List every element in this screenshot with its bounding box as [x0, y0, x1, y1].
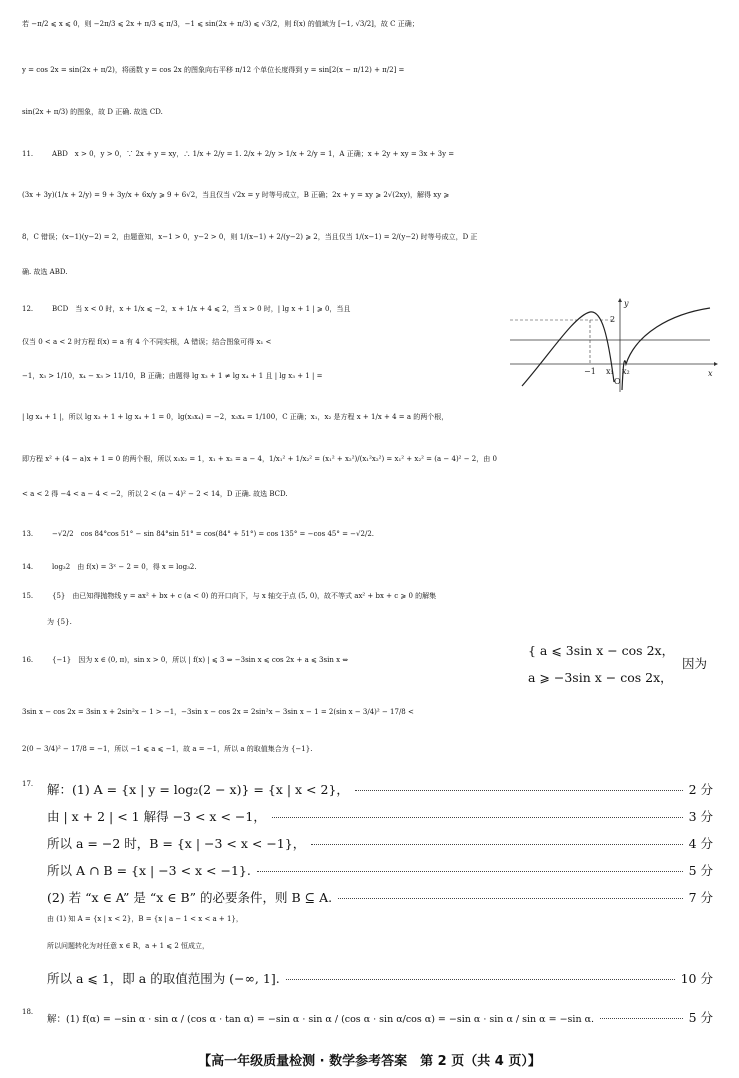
q12-number: 12. — [22, 305, 34, 313]
q17-last-text: 所以 a ⩽ 1，即 a 的取值范围为 (−∞, 1]. — [47, 971, 280, 986]
q16-number: 16. — [22, 656, 34, 664]
q17-plain-1: 由 (1) 知 A = {x | x < 2}，B = {x | a − 1 < x < a + 1}， — [47, 915, 243, 923]
leader-dots — [600, 1018, 683, 1019]
q16-line-2: 3sin x − cos 2x = 3sin x + 2sin²x − 1 > −1，−3sin x − cos 2x = 2sin²x − 3sin x − 1 = 2(sin x − 3/4)² − 17/8 < — [22, 708, 414, 716]
left-curve — [522, 312, 614, 386]
q18-row — [47, 1008, 713, 1026]
q17-row-1-text: 解：(1) A = {x | y = log₂(2 − x)} = {x | x < 2}， — [47, 782, 349, 797]
leader-dots — [355, 790, 683, 791]
q11-line-3: 8，C 错误；(x−1)(y−2) = 2，由题意知，x−1 > 0，y−2 > 0，则 1/(x−1) + 2/(y−2) ⩾ 2，当且仅当 1/(x−1) = 2/(y−2) 时等号成立，D 正 — [22, 233, 478, 241]
q11-number: 11. — [22, 150, 34, 158]
q12-line-3: −1，x₃ > 1/10，x₄ − x₃ > 11/10，B 正确；由题得 lg x₃ + 1 ≠ lg x₄ + 1 且 | lg x₃ + 1 | = — [22, 372, 323, 380]
tick-x1: x₁ — [606, 367, 614, 376]
q17-row-4 — [47, 861, 713, 879]
page-footer: 【高一年级质量检测 · 数学参考答案 第 2 页（共 4 页）】 — [198, 1054, 541, 1069]
y-axis-arrow — [618, 298, 622, 302]
q10-line-1: 若 −π/2 ⩽ x ⩽ 0，则 −2π/3 ⩽ 2x + π/3 ⩽ π/3，−1 ⩽ sin(2x + π/3) ⩽ √3/2，则 f(x) 的值域为 [−1, √3/2]，故 C 正确； — [22, 20, 419, 28]
q17-row-2-score: 3 分 — [688, 809, 713, 824]
tick-origin: O — [614, 377, 621, 386]
right-curve — [622, 308, 710, 390]
q11-line-2: (3x + 3y)(1/x + 2/y) = 9 + 3y/x + 6x/y ⩾ 9 + 6√2，当且仅当 √2x = y 时等号成立，B 正确；2x + y = xy ⩾ 2√(2xy)，解得 xy ⩾ — [22, 191, 450, 199]
q17-row-4-score: 5 分 — [688, 863, 713, 878]
q17-row-5-text: (2) 若 “x ∈ A” 是 “x ∈ B” 的必要条件，则 B ⊆ A. — [47, 890, 333, 905]
q18-number: 18. — [22, 1008, 34, 1016]
leader-dots — [311, 844, 682, 845]
q17-row-5 — [47, 888, 713, 906]
q16-text-1: {−1} 因为 x ∈ (0, π)，sin x > 0，所以 | f(x) | ⩽ 3 ⇔ −3sin x ⩽ cos 2x + a ⩽ 3sin x ⇔ — [52, 656, 349, 664]
q18-score: 5 分 — [688, 1010, 713, 1025]
q17-row-2-text: 由 | x + 2 | < 1 解得 −3 < x < −1， — [47, 809, 266, 824]
q14-text: log₃2 由 f(x) = 3ˣ − 2 = 0，得 x = log₃2. — [52, 563, 197, 571]
tick-neg1: −1 — [584, 367, 596, 376]
q12-line-4: | lg x₄ + 1 |，所以 lg x₃ + 1 + lg x₄ + 1 = 0，lg(x₃x₄) = −2，x₃x₄ = 1/100，C 正确；x₁，x₂ 是方程 x + 1/x + 4 = a 的两个根， — [22, 413, 449, 421]
q13-number: 13. — [22, 530, 34, 538]
q10-line-2: y = cos 2x = sin(2x + π/2)，将函数 y = cos 2x 的图象向右平移 π/12 个单位长度得到 y = sin[2(x − π/12) + π/2] = — [22, 66, 405, 74]
q16-line-3: 2(0 − 3/4)² − 17/8 = −1，所以 −1 ⩽ a ⩽ −1，故 a = −1，所以 a 的取值集合为 {−1}. — [22, 745, 313, 753]
q15-text-1: {5} 由已知得抛物线 y = ax² + bx + c (a < 0) 的开口向下，与 x 轴交于点 (5, 0)，故不等式 ax² + bx + c ⩾ 0 的解集 — [52, 592, 437, 600]
q10-line-3: sin(2x + π/3) 的图象，故 D 正确. 故选 CD. — [22, 108, 163, 116]
q17-row-5-score: 7 分 — [688, 890, 713, 905]
x-axis-label: x — [708, 369, 713, 378]
q15-number: 15. — [22, 592, 34, 600]
q12-text-1: BCD 当 x < 0 时，x + 1/x ⩽ −2，x + 1/x + 4 ⩽ 2，当 x > 0 时，| lg x + 1 | ⩾ 0，当且 — [52, 305, 351, 313]
q17-last-score: 10 分 — [680, 971, 713, 986]
q13-line — [0, 530, 739, 538]
tick-2: 2 — [610, 315, 616, 324]
leader-dots — [286, 979, 675, 980]
q15-line-1 — [0, 592, 739, 600]
q15-line-2: 为 {5}. — [47, 618, 72, 626]
leader-dots — [338, 898, 682, 899]
q16-because: 因为 — [682, 656, 708, 671]
q17-row-3-text: 所以 a = −2 时，B = {x | −3 < x < −1}， — [47, 836, 306, 851]
q17-number: 17. — [22, 780, 34, 788]
q11-line-4: 确. 故选 ABD. — [22, 268, 68, 276]
leader-dots — [257, 871, 683, 872]
q16-system-upper: { a ⩽ 3sin x − cos 2x， — [528, 643, 675, 658]
q18-text: 解：(1) f(α) = −sin α · sin α / (cos α · tan α) = −sin α · sin α / (cos α · sin α/cos α) = −sin α · sin α / sin α = −sin α. — [47, 1014, 595, 1025]
q14-number: 14. — [22, 563, 34, 571]
q17-row-1-score: 2 分 — [688, 782, 713, 797]
q11-line-1 — [0, 150, 739, 158]
q12-line-6: < a < 2 得 −4 < a − 4 < −2，所以 2 < (a − 4)² − 2 < 14，D 正确. 故选 BCD. — [22, 490, 288, 498]
q17-row-4-text: 所以 A ∩ B = {x | −3 < x < −1}. — [47, 863, 251, 878]
q13-text: −√2/2 cos 84°cos 51° − sin 84°sin 51° = cos(84° + 51°) = cos 135° = −cos 45° = −√2/2. — [52, 530, 375, 538]
q16-system-lower: a ⩾ −3sin x − cos 2x， — [528, 670, 673, 685]
q11-text-1: ABD x > 0，y > 0，∵ 2x + y = xy，∴ 1/x + 2/y = 1. 2/x + 2/y > 1/x + 2/y = 1，A 正确；x + 2y + xy = 3x + 3y = — [52, 150, 455, 158]
q17-row-last — [47, 969, 713, 987]
q12-line-2: 仅当 0 < a < 2 时方程 f(x) = a 有 4 个不同实根，A 错误；结合图象可得 x₁ < — [22, 338, 272, 346]
y-axis-label: y — [624, 299, 629, 308]
q17-plain-2: 所以问题转化为对任意 x ∈ R，a + 1 ⩽ 2 恒成立， — [47, 942, 210, 950]
x-axis-arrow — [714, 362, 718, 366]
tick-x2: x₂ — [622, 367, 630, 376]
function-graph — [510, 296, 718, 392]
q12-line-5: 即方程 x² + (4 − a)x + 1 = 0 的两个根，所以 x₁x₂ = 1，x₁ + x₂ = a − 4，1/x₁² + 1/x₂² = (x₁² + x₂²)/(x₁²x₂²) = x₁² + x₂² = (a − 4)² − 2，由 0 — [22, 455, 497, 463]
q17-row-1 — [47, 780, 713, 798]
q17-row-3-score: 4 分 — [688, 836, 713, 851]
q17-row-2 — [47, 807, 713, 825]
q14-line — [0, 563, 739, 571]
q17-row-3 — [47, 834, 713, 852]
leader-dots — [272, 817, 683, 818]
